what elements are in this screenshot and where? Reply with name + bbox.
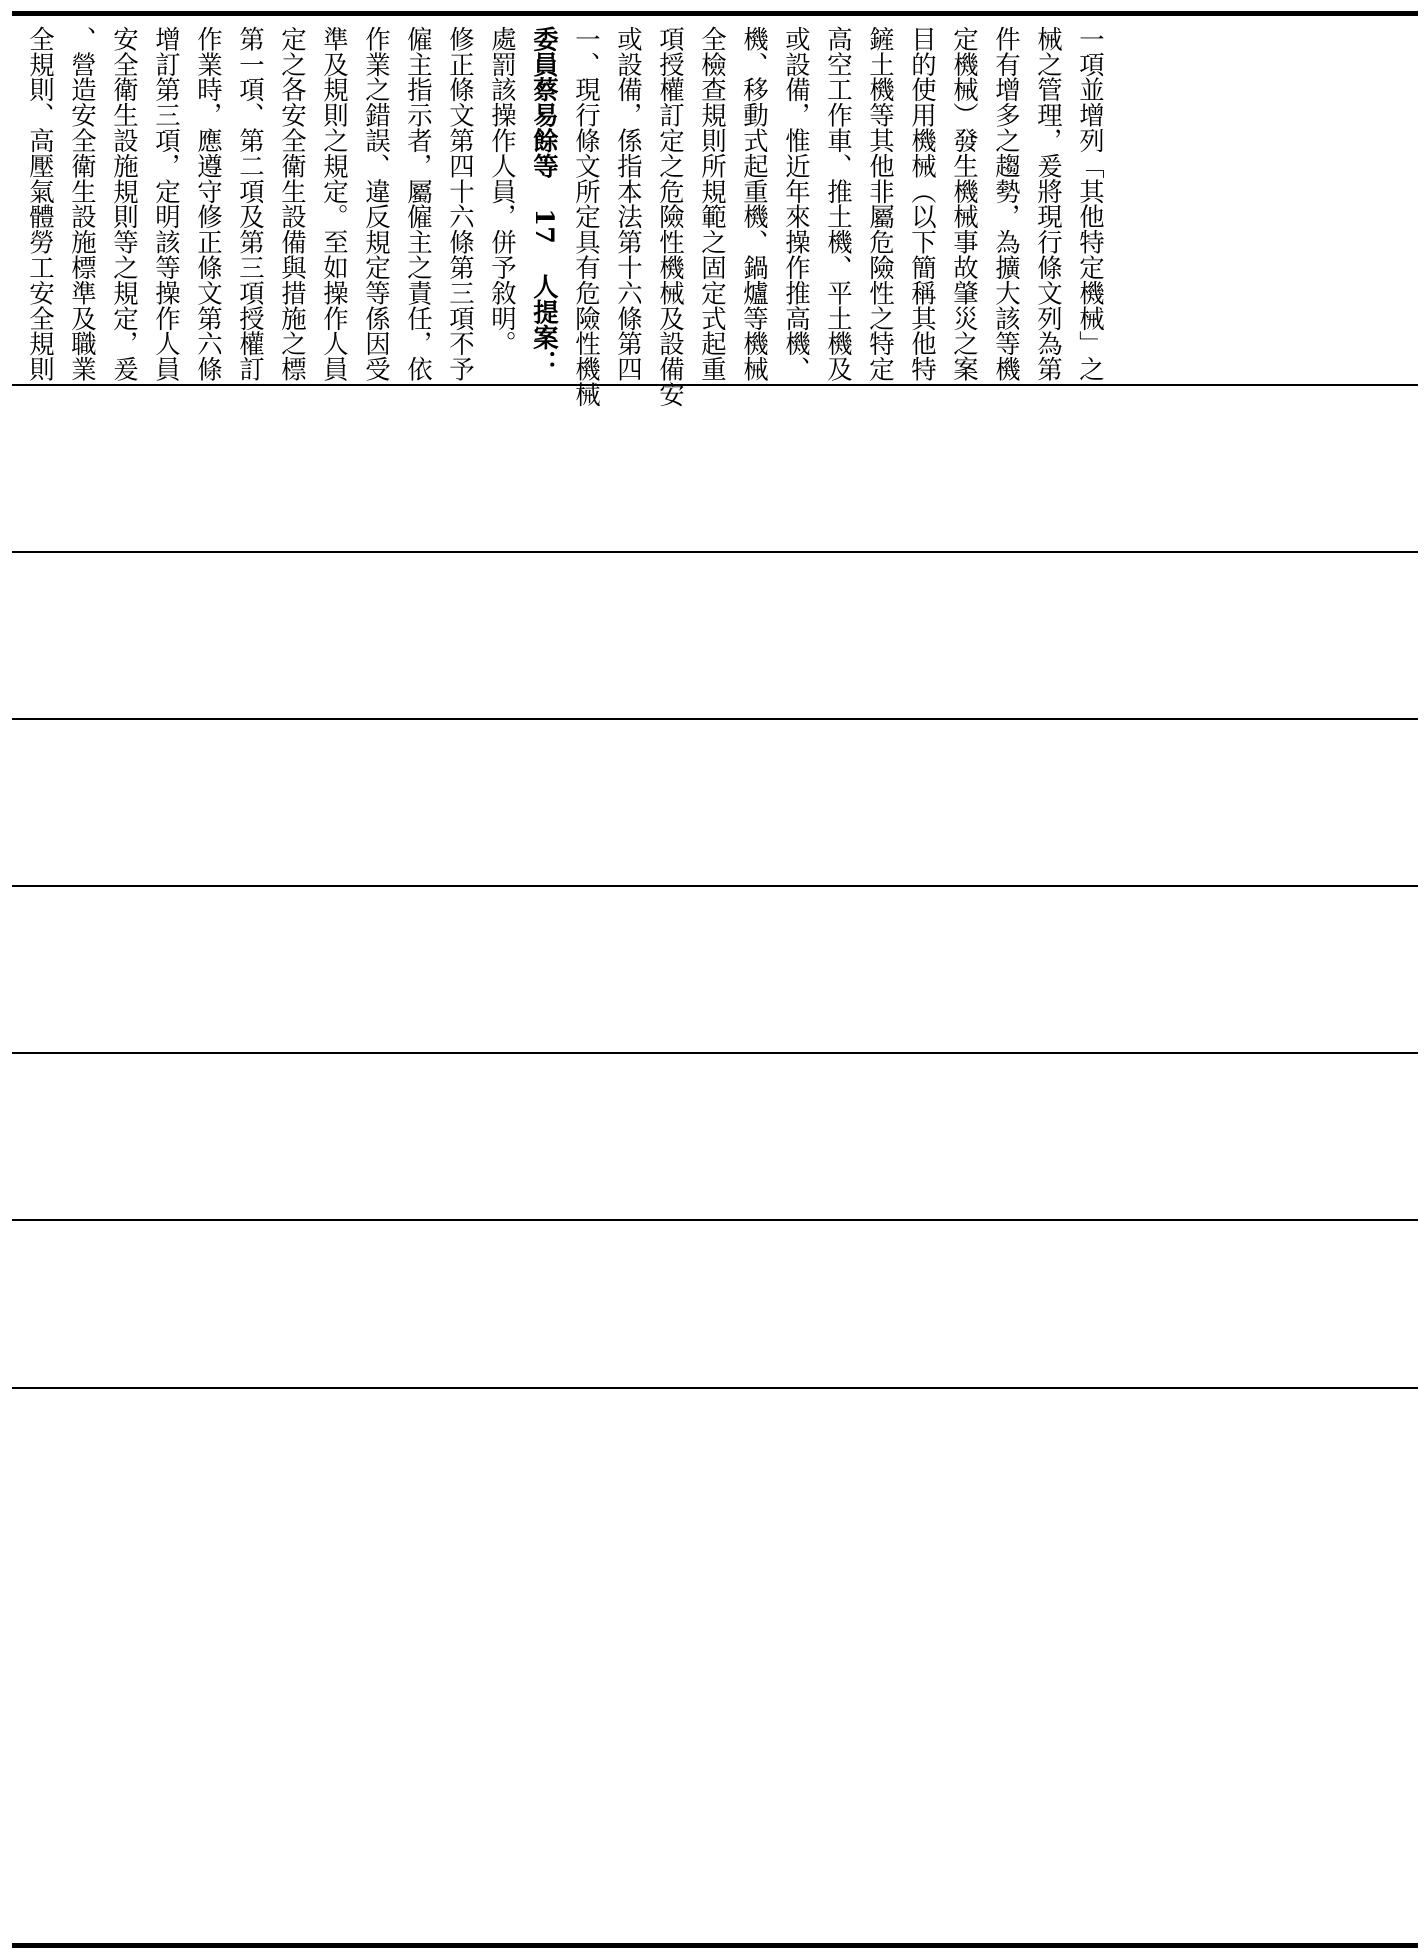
proposal-heading-prefix: 委員蔡易餘等: [530, 26, 560, 179]
text-column: 安全衛生設施規則等之規定，爰: [110, 26, 140, 382]
table-top-border: [12, 11, 1418, 16]
text-column: 或設備，惟近年來操作推高機、: [782, 26, 812, 382]
text-column: 機、移動式起重機、鍋爐等機械: [740, 26, 770, 382]
text-column: 高空工作車、推土機、平土機及: [824, 26, 854, 382]
text-column: 第一項、第二項及第三項授權訂: [236, 26, 266, 382]
text-column: 一、現行條文所定具有危險性機械: [572, 26, 602, 407]
text-column: 或設備，係指本法第十六條第四: [614, 26, 644, 382]
text-column: 全規則、高壓氣體勞工安全規則: [26, 26, 56, 382]
proposal-heading-count: 17: [530, 208, 560, 244]
text-column: 全檢查規則所規範之固定式起重: [698, 26, 728, 382]
row-divider: [12, 384, 1418, 386]
text-column: 目的使用機械（以下簡稱其他特: [908, 26, 938, 382]
text-column: 鏟土機等其他非屬危險性之特定: [866, 26, 896, 382]
proposal-heading: [531, 26, 559, 375]
text-column: 械之管理，爰將現行條文列為第: [1034, 26, 1064, 382]
text-column: 、營造安全衛生設施標準及職業: [68, 26, 98, 382]
text-column: 一項並增列「其他特定機械」之: [1076, 26, 1106, 382]
row-divider: [12, 1387, 1418, 1389]
text-column: 作業時，應遵守修正條文第六條: [194, 26, 224, 382]
row-divider: [12, 1219, 1418, 1221]
text-column: 準及規則之規定。至如操作人員: [320, 26, 350, 382]
table-bottom-border: [12, 1943, 1418, 1948]
row-divider: [12, 885, 1418, 887]
text-column: 項授權訂定之危險性機械及設備安: [656, 26, 686, 407]
text-column: 作業之錯誤、違反規定等係因受: [362, 26, 392, 382]
text-column: 定機械）發生機械事故肇災之案: [950, 26, 980, 382]
text-column: 定之各安全衛生設備與措施之標: [278, 26, 308, 382]
text-column: 處罰該操作人員，併予敘明。: [488, 26, 518, 357]
text-column: 件有增多之趨勢，為擴大該等機: [992, 26, 1022, 382]
row-divider: [12, 1052, 1418, 1054]
proposal-heading-suffix: 人提案：: [530, 273, 560, 376]
row-divider: [12, 718, 1418, 720]
text-column: 僱主指示者，屬僱主之責任，依: [404, 26, 434, 382]
text-column: 增訂第三項，定明該等操作人員: [152, 26, 182, 382]
row-divider: [12, 551, 1418, 553]
text-column: 修正條文第四十六條第三項不予: [446, 26, 476, 382]
